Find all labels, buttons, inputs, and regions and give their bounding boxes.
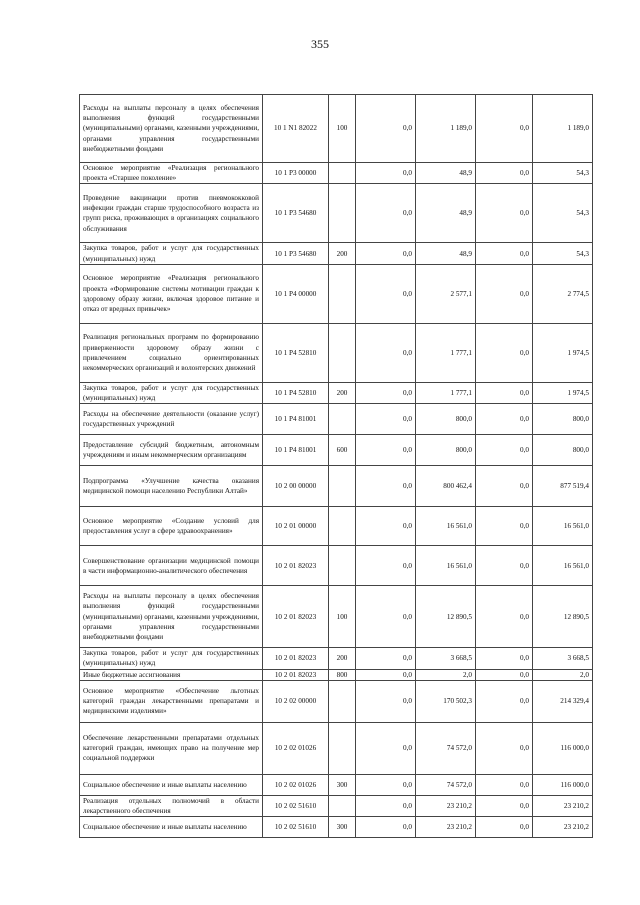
amount-col-1: 0,0 <box>356 404 416 435</box>
amount-col-2: 23 210,2 <box>416 817 476 838</box>
amount-col-4: 16 561,0 <box>533 546 593 586</box>
table-row <box>80 264 593 323</box>
target-code: 10 2 01 82023 <box>263 648 329 669</box>
amount-col-1: 0,0 <box>356 95 416 163</box>
amount-col-1: 0,0 <box>356 546 416 586</box>
amount-col-4: 2 774,5 <box>533 264 593 323</box>
target-code: 10 2 02 00000 <box>263 680 329 722</box>
amount-col-1: 0,0 <box>356 774 416 795</box>
amount-col-3: 0,0 <box>476 163 533 184</box>
amount-col-4: 54,3 <box>533 163 593 184</box>
amount-col-2: 800,0 <box>416 435 476 466</box>
amount-col-2: 800,0 <box>416 404 476 435</box>
target-code: 10 2 02 51610 <box>263 795 329 816</box>
expense-name: Подпрограмма «Улучшение качества оказания медицинской помощи населению Республики Алтай» <box>80 466 263 507</box>
amount-col-2: 48,9 <box>416 184 476 243</box>
amount-col-4: 23 210,2 <box>533 817 593 838</box>
amount-col-3: 0,0 <box>476 648 533 669</box>
amount-col-2: 48,9 <box>416 163 476 184</box>
target-code: 10 2 01 00000 <box>263 507 329 546</box>
target-code: 10 1 P3 54680 <box>263 184 329 243</box>
amount-col-3: 0,0 <box>476 586 533 648</box>
target-code: 10 1 N1 82022 <box>263 95 329 163</box>
expense-type-code: 200 <box>329 243 356 264</box>
budget-table <box>79 94 593 838</box>
target-code: 10 2 02 01026 <box>263 774 329 795</box>
amount-col-1: 0,0 <box>356 680 416 722</box>
table-row <box>80 184 593 243</box>
amount-col-4: 800,0 <box>533 404 593 435</box>
table-row <box>80 243 593 264</box>
amount-col-3: 0,0 <box>476 817 533 838</box>
expense-type-code <box>329 404 356 435</box>
target-code: 10 1 P4 81001 <box>263 404 329 435</box>
expense-name: Проведение вакцинации против пневмококковой инфекции граждан старше трудоспособного возраста из групп риска, проживающих в организациях социального обслуживания <box>80 184 263 243</box>
target-code: 10 2 01 82023 <box>263 669 329 680</box>
amount-col-2: 74 572,0 <box>416 722 476 774</box>
table-row <box>80 95 593 163</box>
target-code: 10 1 P3 54680 <box>263 243 329 264</box>
target-code: 10 1 P4 52810 <box>263 323 329 382</box>
amount-col-3: 0,0 <box>476 264 533 323</box>
amount-col-1: 0,0 <box>356 586 416 648</box>
amount-col-3: 0,0 <box>476 774 533 795</box>
amount-col-2: 74 572,0 <box>416 774 476 795</box>
amount-col-3: 0,0 <box>476 382 533 403</box>
expense-name: Закупка товаров, работ и услуг для государственных (муниципальных) нужд <box>80 243 263 264</box>
expense-type-code: 300 <box>329 817 356 838</box>
amount-col-1: 0,0 <box>356 507 416 546</box>
amount-col-2: 1 189,0 <box>416 95 476 163</box>
amount-col-2: 3 668,5 <box>416 648 476 669</box>
amount-col-1: 0,0 <box>356 722 416 774</box>
amount-col-3: 0,0 <box>476 669 533 680</box>
expense-type-code: 300 <box>329 774 356 795</box>
amount-col-3: 0,0 <box>476 184 533 243</box>
expense-type-code <box>329 323 356 382</box>
table-row <box>80 163 593 184</box>
amount-col-2: 23 210,2 <box>416 795 476 816</box>
expense-name: Предоставление субсидий бюджетным, автономным учреждениям и иным некоммерческим организациям <box>80 435 263 466</box>
amount-col-1: 0,0 <box>356 435 416 466</box>
table-row <box>80 722 593 774</box>
amount-col-3: 0,0 <box>476 546 533 586</box>
page-number: 355 <box>311 37 329 51</box>
table-row <box>80 435 593 466</box>
amount-col-4: 877 519,4 <box>533 466 593 507</box>
table-row <box>80 586 593 648</box>
table-row <box>80 546 593 586</box>
amount-col-2: 1 777,1 <box>416 323 476 382</box>
expense-type-code <box>329 722 356 774</box>
amount-col-4: 23 210,2 <box>533 795 593 816</box>
expense-type-code: 100 <box>329 95 356 163</box>
amount-col-3: 0,0 <box>476 243 533 264</box>
expense-type-code: 200 <box>329 648 356 669</box>
expense-name: Основное мероприятие «Реализация регионального проекта «Старшее поколение» <box>80 163 263 184</box>
target-code: 10 1 P4 81001 <box>263 435 329 466</box>
amount-col-4: 3 668,5 <box>533 648 593 669</box>
expense-type-code <box>329 184 356 243</box>
amount-col-2: 12 890,5 <box>416 586 476 648</box>
amount-col-4: 1 189,0 <box>533 95 593 163</box>
table-row <box>80 680 593 722</box>
expense-type-code: 200 <box>329 382 356 403</box>
expense-name: Реализация отдельных полномочий в области лекарственного обеспечения <box>80 795 263 816</box>
expense-name: Расходы на выплаты персоналу в целях обеспечения выполнения функций государственными (муниципальными) органами, казенными учреждениями, органами управления государственными внебюджетными фондами <box>80 586 263 648</box>
amount-col-4: 16 561,0 <box>533 507 593 546</box>
expense-name: Расходы на обеспечение деятельности (оказание услуг) государственных учреждений <box>80 404 263 435</box>
amount-col-4: 214 329,4 <box>533 680 593 722</box>
amount-col-2: 170 502,3 <box>416 680 476 722</box>
amount-col-3: 0,0 <box>476 722 533 774</box>
table-row <box>80 323 593 382</box>
target-code: 10 2 02 51610 <box>263 817 329 838</box>
amount-col-1: 0,0 <box>356 184 416 243</box>
expense-name: Основное мероприятие «Реализация регионального проекта «Формирование системы мотивации граждан к здоровому образу жизни, включая здоровое питание и отказ от вредных привычек» <box>80 264 263 323</box>
amount-col-2: 16 561,0 <box>416 507 476 546</box>
amount-col-1: 0,0 <box>356 264 416 323</box>
table-row <box>80 507 593 546</box>
amount-col-3: 0,0 <box>476 507 533 546</box>
target-code: 10 1 P4 00000 <box>263 264 329 323</box>
table-row <box>80 648 593 669</box>
amount-col-3: 0,0 <box>476 795 533 816</box>
amount-col-1: 0,0 <box>356 669 416 680</box>
table-row <box>80 774 593 795</box>
amount-col-2: 48,9 <box>416 243 476 264</box>
amount-col-3: 0,0 <box>476 435 533 466</box>
amount-col-1: 0,0 <box>356 466 416 507</box>
expense-name: Расходы на выплаты персоналу в целях обеспечения выполнения функций государственными (муниципальными) органами, казенными учреждениями, органами управления государственными внебюджетными фондами <box>80 95 263 163</box>
amount-col-4: 1 974,5 <box>533 382 593 403</box>
expense-type-code <box>329 546 356 586</box>
expense-name: Реализация региональных программ по формированию приверженности здоровому образу жизни с привлечением социально ориентированных некоммерческих организаций и волонтерских движений <box>80 323 263 382</box>
amount-col-1: 0,0 <box>356 323 416 382</box>
amount-col-3: 0,0 <box>476 95 533 163</box>
target-code: 10 1 P4 52810 <box>263 382 329 403</box>
expense-name: Закупка товаров, работ и услуг для государственных (муниципальных) нужд <box>80 382 263 403</box>
target-code: 10 2 02 01026 <box>263 722 329 774</box>
table-row <box>80 404 593 435</box>
amount-col-4: 116 000,0 <box>533 722 593 774</box>
amount-col-4: 12 890,5 <box>533 586 593 648</box>
amount-col-1: 0,0 <box>356 382 416 403</box>
expense-name: Основное мероприятие «Обеспечение льготных категорий граждан лекарственными препаратами и медицинскими изделиями» <box>80 680 263 722</box>
amount-col-1: 0,0 <box>356 817 416 838</box>
expense-type-code <box>329 507 356 546</box>
amount-col-4: 116 000,0 <box>533 774 593 795</box>
amount-col-1: 0,0 <box>356 163 416 184</box>
amount-col-1: 0,0 <box>356 648 416 669</box>
expense-name: Обеспечение лекарственными препаратами отдельных категорий граждан, имеющих право на получение мер социальной поддержки <box>80 722 263 774</box>
table-row <box>80 669 593 680</box>
table-row <box>80 466 593 507</box>
expense-type-code <box>329 264 356 323</box>
amount-col-4: 54,3 <box>533 243 593 264</box>
amount-col-3: 0,0 <box>476 323 533 382</box>
target-code: 10 2 00 00000 <box>263 466 329 507</box>
expense-type-code: 800 <box>329 669 356 680</box>
expense-type-code <box>329 680 356 722</box>
expense-type-code <box>329 466 356 507</box>
amount-col-4: 800,0 <box>533 435 593 466</box>
expense-name: Закупка товаров, работ и услуг для государственных (муниципальных) нужд <box>80 648 263 669</box>
amount-col-4: 54,3 <box>533 184 593 243</box>
amount-col-2: 16 561,0 <box>416 546 476 586</box>
amount-col-2: 800 462,4 <box>416 466 476 507</box>
expense-name: Социальное обеспечение и иные выплаты населению <box>80 817 263 838</box>
amount-col-1: 0,0 <box>356 795 416 816</box>
amount-col-2: 2 577,1 <box>416 264 476 323</box>
amount-col-4: 1 974,5 <box>533 323 593 382</box>
target-code: 10 1 P3 00000 <box>263 163 329 184</box>
target-code: 10 2 01 82023 <box>263 586 329 648</box>
table-row <box>80 795 593 816</box>
amount-col-2: 2,0 <box>416 669 476 680</box>
expense-name: Совершенствование организации медицинской помощи в части информационно-аналитического обеспечения <box>80 546 263 586</box>
expense-name: Иные бюджетные ассигнования <box>80 669 263 680</box>
amount-col-2: 1 777,1 <box>416 382 476 403</box>
expense-name: Социальное обеспечение и иные выплаты населению <box>80 774 263 795</box>
expense-type-code <box>329 795 356 816</box>
amount-col-4: 2,0 <box>533 669 593 680</box>
amount-col-3: 0,0 <box>476 680 533 722</box>
budget-table-body <box>80 95 593 838</box>
amount-col-3: 0,0 <box>476 466 533 507</box>
target-code: 10 2 01 82023 <box>263 546 329 586</box>
amount-col-1: 0,0 <box>356 243 416 264</box>
amount-col-3: 0,0 <box>476 404 533 435</box>
expense-type-code: 100 <box>329 586 356 648</box>
expense-type-code <box>329 163 356 184</box>
table-row <box>80 817 593 838</box>
table-row <box>80 382 593 403</box>
expense-type-code: 600 <box>329 435 356 466</box>
expense-name: Основное мероприятие «Создание условий для предоставления услуг в сфере здравоохранения» <box>80 507 263 546</box>
